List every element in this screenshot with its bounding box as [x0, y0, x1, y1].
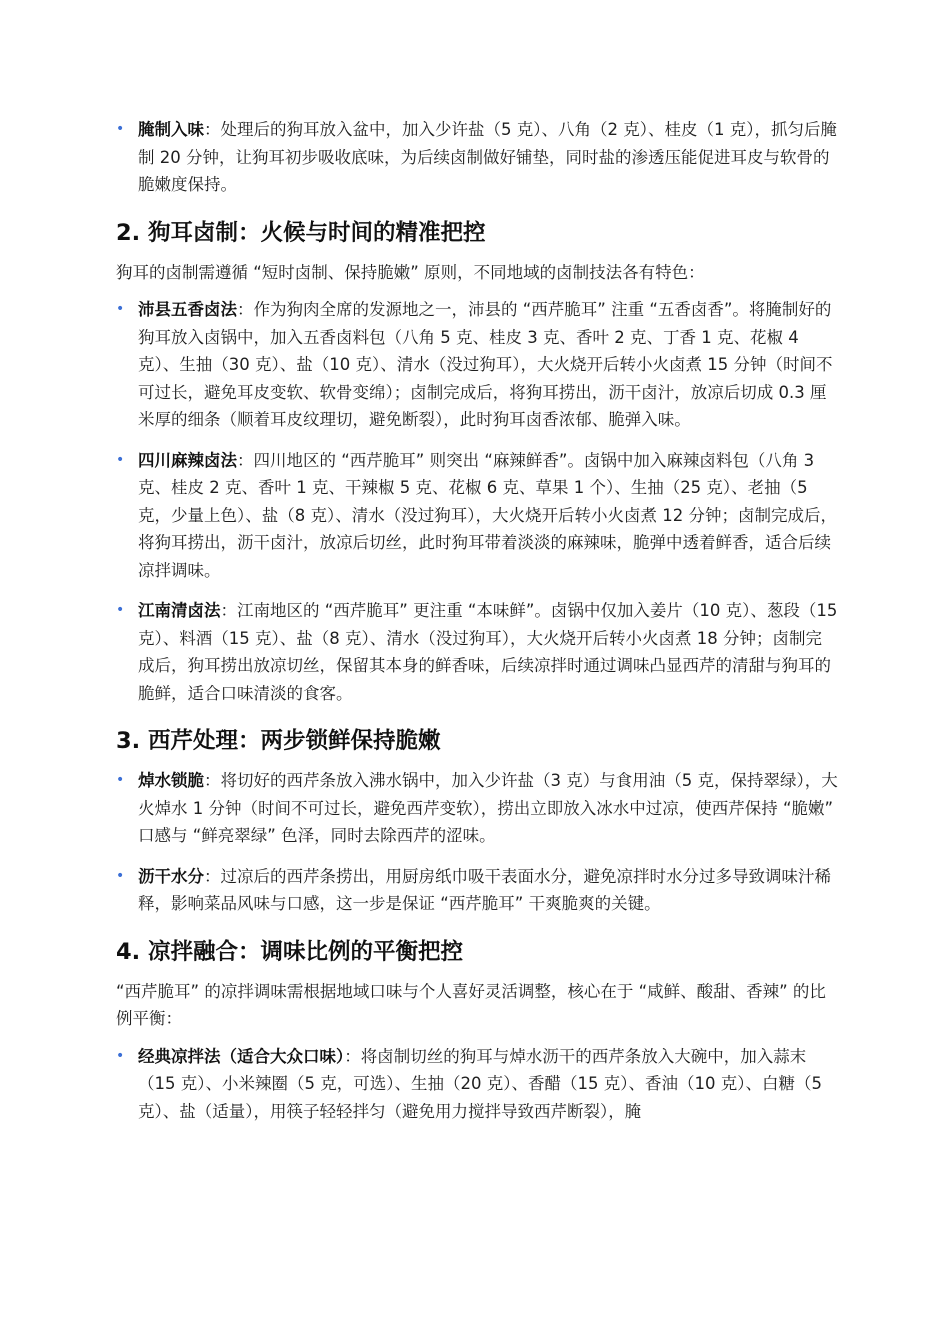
list-item [116, 296, 838, 434]
document-page [116, 116, 838, 1138]
section2-list [116, 296, 838, 707]
item-text: ：将切好的西芹条放入沸水锅中，加入少许盐（3 克）与食用油（5 克，保持翠绿），大火焯水 1 分钟（时间不可过长，避免西芹变软），捞出立即放入冰水中过凉，使西芹保持 “脆嫩” 口感与 “鲜亮翠绿” 色泽，同时去除西芹的涩味。 [138, 771, 838, 845]
item-term: 焯水锁脆 [138, 771, 204, 790]
item-term: 沥干水分 [138, 866, 204, 886]
list-item [116, 863, 838, 918]
item-text: ：四川地区的 “西芹脆耳” 则突出 “麻辣鲜香”。卤锅中加入麻辣卤料包（八角 3 克、桂皮 2 克、香叶 1 克、干辣椒 5 克、花椒 6 克、草果 1 个）、生抽（25 克）、老抽（5 克，少量上色）、盐（8 克）、清水（没过狗耳），大火烧开后转小火卤煮 12 分钟；卤制完成后，将狗耳捞出，沥干卤汁，放凉后切丝，此时狗耳带着淡淡的麻辣味，脆弹中透着鲜香，适合后续凉拌调味。 [138, 450, 837, 580]
section-heading: 4. 凉拌融合：调味比例的平衡把控 [116, 938, 464, 965]
item-term: 江南清卤法 [138, 601, 221, 620]
section-heading: 3. 西芹处理：两步锁鲜保持脆嫩 [116, 728, 441, 754]
bullet-icon: • [116, 602, 125, 618]
section-intro: 狗耳的卤制需遵循 “短时卤制、保持脆嫩” 原则，不同地域的卤制技法各有特色： [116, 262, 705, 282]
bullet-icon: • [116, 1047, 125, 1064]
bullet-icon: • [116, 867, 125, 884]
item-text: ：将卤制切丝的狗耳与焯水沥干的西芹条放入大碗中，加入蒜末（15 克）、小米辣圈（5 克，可选）、生抽（20 克）、香醋（15 克）、香油（10 克）、白糖（5 克）、盐（适量），用筷子轻轻拌匀（避免用力搅拌导致西芹断裂），腌 [138, 1046, 822, 1121]
section-heading: 2. 狗耳卤制：火候与时间的精准把控 [116, 219, 486, 246]
section-intro: “西芹脆耳” 的凉拌调味需根据地域口味与个人喜好灵活调整，核心在于 “咸鲜、酸甜、香辣” 的比例平衡： [116, 981, 826, 1028]
section4-list [116, 1043, 838, 1126]
list-item [116, 597, 838, 707]
list-item [116, 767, 838, 850]
bullet-icon: • [116, 772, 125, 788]
bullet-icon: • [116, 451, 125, 468]
list-item [116, 1043, 838, 1126]
item-term: 四川麻辣卤法 [138, 450, 237, 470]
item-term: 腌制入味 [138, 120, 204, 139]
item-term: 经典凉拌法（适合大众口味） [138, 1046, 345, 1066]
section3-list [116, 767, 838, 918]
list-item [116, 447, 838, 585]
list-item [116, 116, 838, 199]
item-term: 沛县五香卤法 [138, 300, 237, 319]
item-text: ：作为狗肉全席的发源地之一，沛县的 “西芹脆耳” 注重 “五香卤香”。将腌制好的狗耳放入卤锅中，加入五香卤料包（八角 5 克、桂皮 3 克、香叶 2 克、丁香 1 克、花椒 4 克）、生抽（30 克）、盐（10 克）、清水（没过狗耳），大火烧开后转小火卤煮 15 分钟（时间不可过长，避免耳皮变软、软骨变绵）；卤制完成后，将狗耳捞出，沥干卤汁，放凉后切成 0.3 厘米厚的细条（顺着耳皮纹理切，避免断裂），此时狗耳卤香浓郁、脆弹入味。 [138, 300, 833, 429]
bullet-icon: • [116, 301, 125, 317]
bullet-icon: • [116, 121, 125, 137]
top-list [116, 116, 838, 199]
item-text: ：处理后的狗耳放入盆中，加入少许盐（5 克）、八角（2 克）、桂皮（1 克），抓匀后腌制 20 分钟，让狗耳初步吸收底味，为后续卤制做好铺垫，同时盐的渗透压能促进耳皮与软骨的脆嫩度保持。 [138, 120, 837, 194]
item-text: ：过凉后的西芹条捞出，用厨房纸巾吸干表面水分，避免凉拌时水分过多导致调味汁稀释，影响菜品风味与口感，这一步是保证 “西芹脆耳” 干爽脆爽的关键。 [138, 866, 831, 913]
item-text: ：江南地区的 “西芹脆耳” 更注重 “本味鲜”。卤锅中仅加入姜片（10 克）、葱段（15 克）、料酒（15 克）、盐（8 克）、清水（没过狗耳），大火烧开后转小火卤煮 18 分钟；卤制完成后，狗耳捞出放凉切丝，保留其本身的鲜香味，后续凉拌时通过调味凸显西芹的清甜与狗耳的脆鲜，适合口味清淡的食客。 [138, 601, 838, 703]
